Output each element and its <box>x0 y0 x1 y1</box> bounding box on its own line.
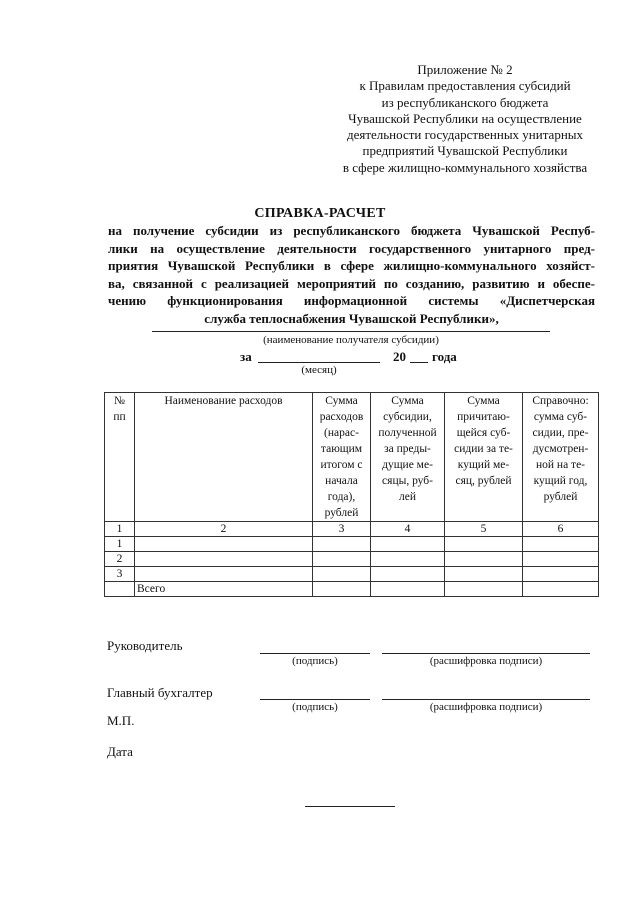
header-text: года), <box>327 491 356 503</box>
decoding-caption: (расшифровка подписи) <box>429 655 543 667</box>
header-cell-expense-name <box>135 393 313 522</box>
accountant-signature-line[interactable] <box>260 699 370 700</box>
header-text: (нарас- <box>324 427 359 439</box>
signature-caption: (подпись) <box>292 655 338 667</box>
header-text: сидии за те- <box>454 443 513 455</box>
appendix-line: предприятий Чувашской Республики <box>362 143 568 159</box>
header-text: кущий год, <box>533 475 588 487</box>
header-cell-expense-sum <box>313 393 371 522</box>
row-number: 2 <box>105 552 135 567</box>
table-cell[interactable] <box>445 567 523 582</box>
subtitle-line: лики на осуществление деятельности государственного унитарного пред- <box>108 240 595 256</box>
appendix-line: в сфере жилищно-коммунального хозяйства <box>342 159 588 175</box>
header-text: № <box>114 395 125 407</box>
subtitle-line: чению функционирования информационной системы «Диспетчерская <box>108 293 595 309</box>
header-text: полученной <box>378 427 437 439</box>
header-text: сяцы, руб- <box>382 475 433 487</box>
table-header-row <box>105 393 599 522</box>
recipient-caption: (наименование получателя субсидии) <box>263 334 439 346</box>
table-cell[interactable] <box>523 552 599 567</box>
table-cell[interactable] <box>135 552 313 567</box>
table-cell[interactable] <box>313 552 371 567</box>
appendix-line: из республиканского бюджета <box>381 94 549 110</box>
table-cell[interactable] <box>135 537 313 552</box>
subtitle-line: служба теплоснабжения Чувашской Республики», <box>204 310 499 326</box>
table-cell[interactable] <box>523 567 599 582</box>
column-number: 5 <box>445 522 523 537</box>
header-text: Сумма <box>391 395 424 407</box>
column-number: 4 <box>371 522 445 537</box>
appendix-line: Чувашской Республики на осуществление <box>348 110 582 126</box>
header-text: Сумма <box>467 395 500 407</box>
subtitle-line: на получение субсидии из республиканского бюджета Чувашской Респуб- <box>108 223 595 238</box>
header-text: расходов <box>319 411 364 423</box>
appendix-line: Приложение № 2 <box>417 62 513 77</box>
head-decoding-line[interactable] <box>382 653 590 654</box>
header-text: кущий ме- <box>457 459 510 471</box>
column-number: 6 <box>523 522 599 537</box>
header-text: рублей <box>543 491 578 503</box>
footer-separator <box>305 806 395 807</box>
head-signature-line[interactable] <box>260 653 370 654</box>
table-cell[interactable] <box>371 552 445 567</box>
row-number: 1 <box>105 537 135 552</box>
decoding-caption: (расшифровка подписи) <box>429 701 543 713</box>
table-row <box>105 567 599 582</box>
header-text: Наименование расходов <box>164 395 283 407</box>
table-cell[interactable] <box>313 582 371 597</box>
header-cell-number <box>105 393 135 522</box>
table-cell[interactable] <box>371 582 445 597</box>
period-year-word: года <box>432 349 457 364</box>
recipient-field-line[interactable] <box>152 331 550 332</box>
header-text: итогом с <box>320 459 363 471</box>
period-za: за <box>240 349 252 364</box>
month-caption: (месяц) <box>301 364 337 376</box>
table-cell[interactable] <box>523 537 599 552</box>
table-cell[interactable] <box>371 537 445 552</box>
column-number: 2 <box>135 522 313 537</box>
stamp-label: М.П. <box>107 713 135 728</box>
table-cell[interactable] <box>445 552 523 567</box>
table-cell[interactable] <box>313 567 371 582</box>
year-field-line[interactable] <box>410 362 428 363</box>
subtitle-line: приятия Чувашской Республики в сфере жилищно-коммунального хозяйст- <box>108 258 595 274</box>
period-year-prefix: 20 <box>393 349 406 364</box>
table-cell[interactable] <box>371 567 445 582</box>
appendix-line: к Правилам предоставления субсидий <box>359 78 571 94</box>
appendix-header <box>300 62 630 176</box>
header-text: начала <box>325 475 358 487</box>
header-text: дущие ме- <box>382 459 433 471</box>
table-cell[interactable] <box>445 537 523 552</box>
column-number-row <box>105 522 599 537</box>
header-text: дусмотрен- <box>532 443 589 455</box>
header-text: Справочно: <box>532 395 589 407</box>
header-text: сумма суб- <box>533 411 588 423</box>
accountant-decoding-line[interactable] <box>382 699 590 700</box>
header-text: щейся суб- <box>456 427 511 439</box>
header-text: тающим <box>320 443 363 455</box>
subtitle-line: ва, связанной с реализацией мероприятий по созданию, развитию и обеспе- <box>108 275 595 291</box>
document-title: СПРАВКА-РАСЧЕТ <box>254 206 386 221</box>
date-label: Дата <box>107 744 133 759</box>
document-subtitle <box>108 222 595 328</box>
column-number: 1 <box>105 522 135 537</box>
head-label: Руководитель <box>107 638 183 653</box>
header-text: пп <box>113 411 126 423</box>
accountant-label: Главный бухгалтер <box>107 685 213 700</box>
header-text: Сумма <box>325 395 358 407</box>
table-cell[interactable] <box>523 582 599 597</box>
header-cell-reference-subsidy <box>523 393 599 522</box>
table-row <box>105 552 599 567</box>
header-text: причитаю- <box>457 411 510 423</box>
total-label: Всего <box>135 582 313 597</box>
table-cell[interactable] <box>313 537 371 552</box>
table-cell <box>105 582 135 597</box>
header-cell-received-subsidy <box>371 393 445 522</box>
month-field-line[interactable] <box>258 362 380 363</box>
header-text: сяц, рублей <box>455 475 512 487</box>
table-cell[interactable] <box>135 567 313 582</box>
table-total-row <box>105 582 599 597</box>
header-text: сидии, пре- <box>532 427 589 439</box>
column-number: 3 <box>313 522 371 537</box>
header-text: ной на те- <box>535 459 586 471</box>
header-text: за преды- <box>384 443 431 455</box>
table-row <box>105 537 599 552</box>
appendix-line: деятельности государственных унитарных <box>346 127 584 143</box>
signature-caption: (подпись) <box>292 701 338 713</box>
header-text: субсидии, <box>383 411 432 423</box>
table-cell[interactable] <box>445 582 523 597</box>
header-text: рублей <box>324 507 359 519</box>
header-cell-due-subsidy <box>445 393 523 522</box>
header-text: лей <box>399 491 416 503</box>
calculation-table <box>104 392 599 597</box>
row-number: 3 <box>105 567 135 582</box>
